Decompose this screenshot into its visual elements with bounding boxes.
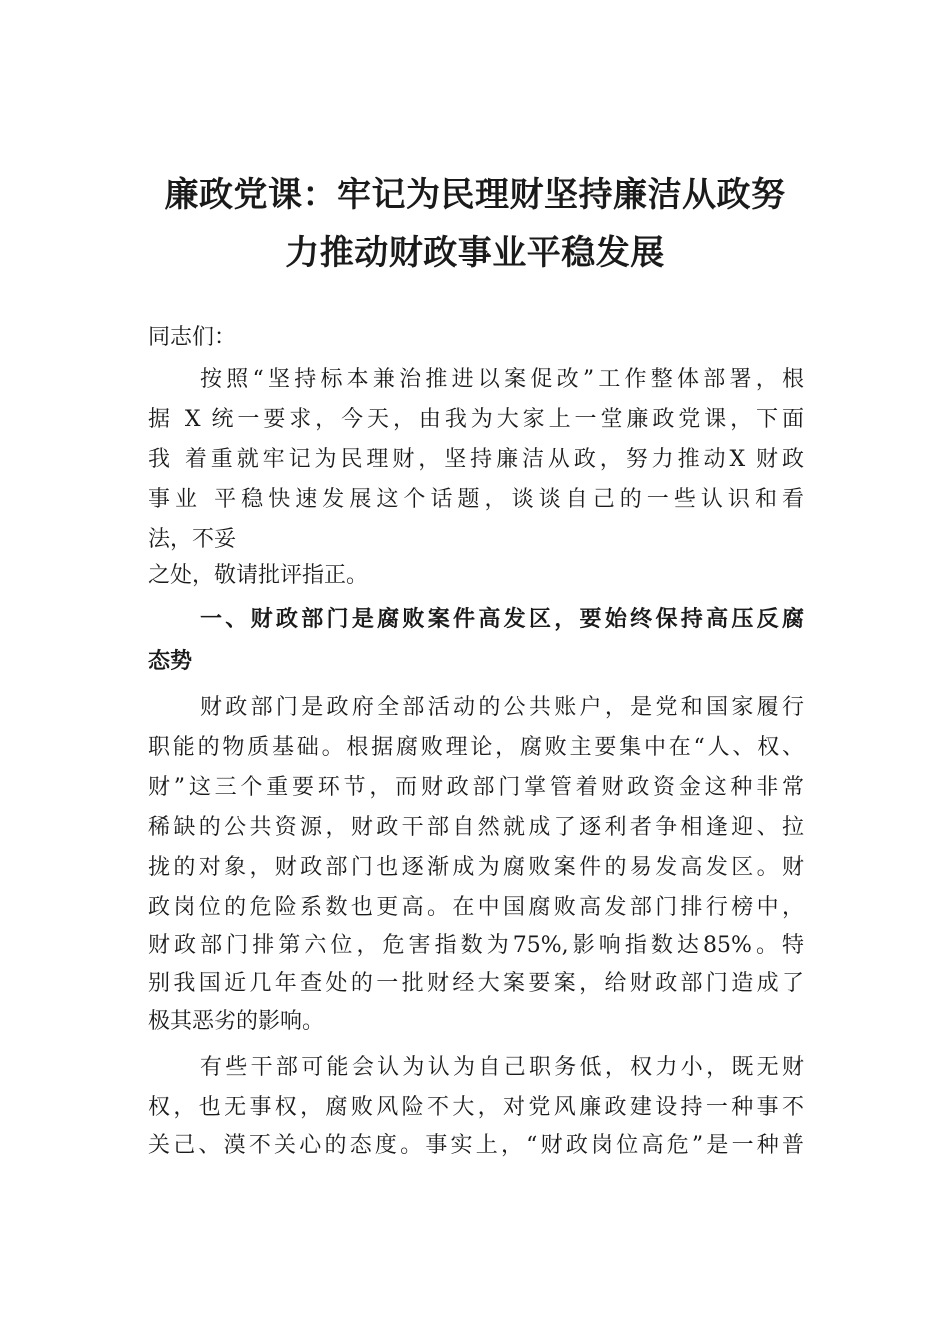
body-line: 财”这三个重要环节，而财政部门掌管着财政资金这种非常 <box>148 775 804 800</box>
body-line: 事业 平稳快速发展这个话题，谈谈自己的一些认识和看 <box>148 487 804 512</box>
body-line: 按照“坚持标本兼治推进以案促改”工作整体部署，根 <box>200 367 804 392</box>
title-line-2: 力推动财政事业平稳发展 <box>285 233 665 273</box>
section-heading-line-1: 一、财政部门是腐败案件高发区，要始终保持高压反腐 <box>200 607 804 632</box>
body-line: 财政部门排第六位，危害指数为75%,影响指数达85%。特 <box>148 933 804 958</box>
body-line: 法，不妥 <box>148 527 237 552</box>
body-line: 别我国近几年查处的一批财经大案要案，给财政部门造成了 <box>148 971 804 996</box>
body-line: 稀缺的公共资源，财政干部自然就成了逐利者争相逢迎、拉 <box>148 815 804 840</box>
body-line: 之处，敬请批评指正。 <box>148 563 369 588</box>
body-line: 极其恶劣的影响。 <box>148 1009 325 1034</box>
title-line-1: 廉政党课：牢记为民理财坚持廉洁从政努 <box>164 175 786 215</box>
document-title <box>100 166 850 282</box>
body-line: 据 X 统一要求，今天，由我为大家上一堂廉政党课，下面 <box>148 407 804 432</box>
body-line: 政岗位的危险系数也更高。在中国腐败高发部门排行榜中， <box>148 895 804 920</box>
salutation: 同志们： <box>148 325 237 350</box>
section-heading-line-2: 态势 <box>148 649 193 674</box>
body-line: 拢的对象，财政部门也逐渐成为腐败案件的易发高发区。财 <box>148 855 804 880</box>
body-line: 职能的物质基础。根据腐败理论，腐败主要集中在“人、权、 <box>148 735 804 760</box>
body-line: 权，也无事权，腐败风险不大，对党风廉政建设持一种事不 <box>148 1095 804 1120</box>
body-line: 财政部门是政府全部活动的公共账户，是党和国家履行 <box>200 695 804 720</box>
body-line: 有些干部可能会认为认为自己职务低，权力小，既无财 <box>200 1055 804 1080</box>
body-line: 关己、漠不关心的态度。事实上，“财政岗位高危”是一种普 <box>148 1133 804 1158</box>
body-line: 我 着重就牢记为民理财，坚持廉洁从政，努力推动X 财政 <box>148 447 804 472</box>
